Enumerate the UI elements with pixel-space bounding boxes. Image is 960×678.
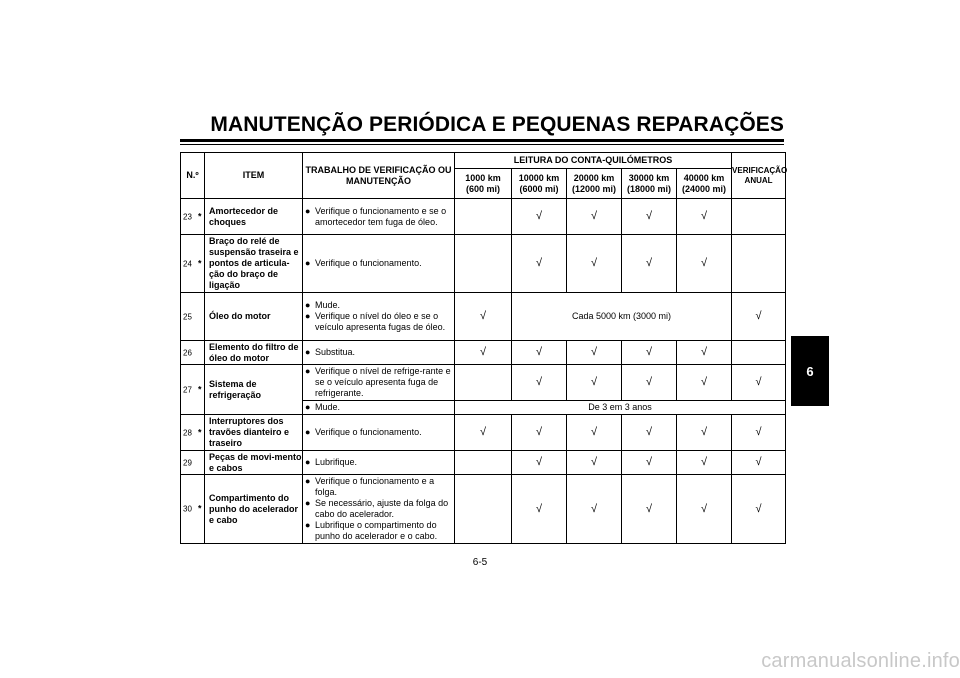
row-number: 28 * — [181, 415, 205, 451]
check-cell: √ — [512, 451, 567, 475]
check-cell — [455, 235, 512, 293]
title-rule-thick — [180, 139, 784, 142]
check-cell — [732, 235, 786, 293]
check-cell: √ — [455, 415, 512, 451]
row-work: ● Lubrifique. — [303, 451, 455, 475]
check-cell: √ — [567, 235, 622, 293]
check-cell — [732, 341, 786, 365]
table-row — [181, 475, 786, 544]
check-cell: √ — [567, 199, 622, 235]
check-cell: √ — [732, 365, 786, 401]
header-no: N.º — [181, 153, 205, 199]
header-item: ITEM — [205, 153, 303, 199]
check-cell: √ — [677, 199, 732, 235]
row-item: Interruptores dos travões dianteiro e traseiro — [205, 415, 303, 451]
row-work: ● Substitua. — [303, 341, 455, 365]
row-work: ● Mude. — [303, 401, 455, 415]
table-row — [181, 451, 786, 475]
check-cell: √ — [677, 341, 732, 365]
check-cell: √ — [677, 415, 732, 451]
check-cell: √ — [732, 415, 786, 451]
row-work: ● Verifique o funcionamento. — [303, 235, 455, 293]
row-number: 25 — [181, 293, 205, 341]
row-number: 23 * — [181, 199, 205, 235]
row-number: 30 * — [181, 475, 205, 544]
table-row — [181, 293, 786, 341]
check-cell: √ — [622, 475, 677, 544]
check-cell: √ — [622, 451, 677, 475]
header-km-40000: 40000 km (24000 mi) — [677, 169, 732, 199]
row-item: Óleo do motor — [205, 293, 303, 341]
check-cell: √ — [567, 341, 622, 365]
header-km-30000: 30000 km (18000 mi) — [622, 169, 677, 199]
row-work: ● Verifique o funcionamento. — [303, 415, 455, 451]
header-km-1000: 1000 km (600 mi) — [455, 169, 512, 199]
header-km-10000: 10000 km (6000 mi) — [512, 169, 567, 199]
page-title: MANUTENÇÃO PERIÓDICA E PEQUENAS REPARAÇÕES — [210, 113, 784, 136]
check-cell: √ — [512, 475, 567, 544]
check-cell: √ — [622, 341, 677, 365]
check-cell: √ — [455, 293, 512, 341]
check-cell: √ — [732, 475, 786, 544]
table-row — [181, 235, 786, 293]
row-number: 29 — [181, 451, 205, 475]
row-item: Braço do relé de suspensão traseira e pontos de articula-ção do braço de ligação — [205, 235, 303, 293]
row-work: ● Mude. ● Verifique o nível do óleo e se o veículo apresenta fugas de óleo. — [303, 293, 455, 341]
check-cell: √ — [677, 235, 732, 293]
check-cell — [455, 451, 512, 475]
check-cell: √ — [567, 415, 622, 451]
check-cell: √ — [567, 475, 622, 544]
header-work: TRABALHO DE VERIFICAÇÃO OU MANUTENÇÃO — [303, 153, 455, 199]
check-cell: √ — [512, 341, 567, 365]
check-cell: √ — [622, 415, 677, 451]
check-cell: √ — [677, 451, 732, 475]
title-rule-thin — [180, 144, 784, 145]
page-number: 6-5 — [472, 557, 488, 568]
check-cell: √ — [622, 235, 677, 293]
watermark-text: carmanualsonline.info — [761, 650, 960, 672]
header-annual: VERIFICAÇÃO ANUAL — [732, 153, 786, 199]
row-item: Elemento do filtro de óleo do motor — [205, 341, 303, 365]
check-cell: √ — [622, 199, 677, 235]
check-cell — [732, 199, 786, 235]
row-number: 24 * — [181, 235, 205, 293]
row-item: Compartimento do punho do acelerador e cabo — [205, 475, 303, 544]
check-cell: √ — [512, 199, 567, 235]
row-work: ● Verifique o funcionamento e a folga. ● Se necessário, ajuste da folga do cabo do acelerador. ● Lubrifique o compartimento do punho do acelerador e o cabo. — [303, 475, 455, 544]
check-cell: √ — [512, 235, 567, 293]
check-cell: √ — [677, 365, 732, 401]
table-row — [181, 199, 786, 235]
check-cell: √ — [622, 365, 677, 401]
header-km-20000: 20000 km (12000 mi) — [567, 169, 622, 199]
check-cell: √ — [567, 451, 622, 475]
interval-text: De 3 em 3 anos — [455, 401, 786, 415]
row-item: Amortecedor de choques — [205, 199, 303, 235]
check-cell: √ — [567, 365, 622, 401]
interval-text: Cada 5000 km (3000 mi) — [512, 293, 732, 341]
row-number: 27 * — [181, 365, 205, 415]
row-item: Sistema de refrigeração — [205, 365, 303, 415]
maintenance-table — [180, 152, 786, 544]
check-cell: √ — [732, 451, 786, 475]
header-odometer: LEITURA DO CONTA-QUILÓMETROS — [455, 153, 732, 169]
check-cell: √ — [512, 415, 567, 451]
check-cell: √ — [512, 365, 567, 401]
row-work: ● Verifique o nível de refrige-rante e se o veículo apresenta fuga de refrigerante. — [303, 365, 455, 401]
check-cell — [455, 475, 512, 544]
table-row — [181, 341, 786, 365]
check-cell: √ — [732, 293, 786, 341]
row-number: 26 — [181, 341, 205, 365]
check-cell: √ — [677, 475, 732, 544]
chapter-tab[interactable]: 6 — [791, 336, 829, 406]
table-row — [181, 415, 786, 451]
check-cell — [455, 199, 512, 235]
table-row — [181, 365, 786, 401]
row-item: Peças de movi-mento e cabos — [205, 451, 303, 475]
check-cell — [455, 365, 512, 401]
row-work: ● Verifique o funcionamento e se o amortecedor tem fuga de óleo. — [303, 199, 455, 235]
check-cell: √ — [455, 341, 512, 365]
